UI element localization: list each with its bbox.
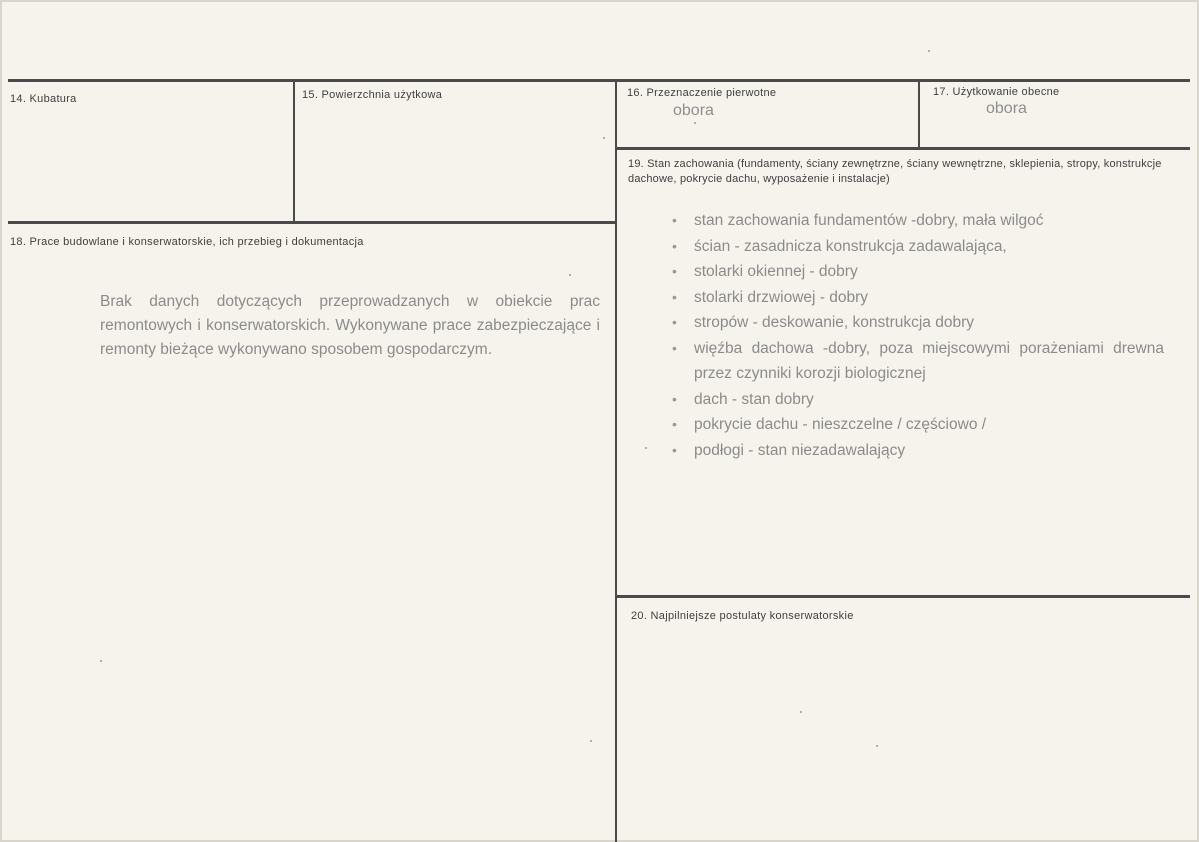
top-rule [8, 79, 1190, 82]
paper-speck [603, 137, 605, 139]
field-18-text: Brak danych dotyczących przeprowadzanych w obiekcie prac remontowych i konserwatorskich. Wykonywane prace zabezpieczające i remonty bieżące wykonywano sposobem gospodarczym. [100, 293, 600, 358]
list-item: • stolarki drzwiowej - dobry [672, 285, 1164, 311]
field-16-label: 16. Przeznaczenie pierwotne [627, 87, 777, 99]
field-20-label: 20. Najpilniejsze postulaty konserwatorskie [631, 610, 854, 622]
rule-under-19 [616, 595, 1190, 598]
list-item: • ścian - zasadnicza konstrukcja zadawalająca, [672, 234, 1164, 260]
field-17-value: obora [986, 100, 1027, 117]
center-divider [615, 80, 617, 842]
field-17-label: 17. Użytkowanie obecne [933, 86, 1060, 98]
list-item: • dach - stan dobry [672, 387, 1164, 413]
paper-speck [569, 274, 571, 276]
rule-under-16-17 [616, 147, 1190, 150]
field-18-label: 18. Prace budowlane i konserwatorskie, ich przebieg i dokumentacja [10, 236, 364, 248]
paper-speck [800, 711, 802, 713]
paper-speck [928, 50, 930, 52]
field-15-label: 15. Powierzchnia użytkowa [302, 89, 443, 101]
field-14-label: 14. Kubatura [10, 93, 77, 105]
list-item: • stolarki okiennej - dobry [672, 259, 1164, 285]
field-16-value: obora [673, 102, 714, 119]
field-19-label: 19. Stan zachowania (fundamenty, ściany zewnętrzne, ściany wewnętrzne, sklepienia, stropy, konstrukcje dachowe, pokrycie dachu, wyposażenie i instalacje) [628, 158, 1162, 185]
paper-speck [694, 122, 696, 124]
list-item: • stan zachowania fundamentów -dobry, mała wilgoć [672, 208, 1164, 234]
list-item: • stropów - deskowanie, konstrukcja dobry [672, 310, 1164, 336]
paper-speck [876, 745, 878, 747]
paper-speck [100, 660, 102, 662]
divider-14-15 [293, 80, 295, 222]
condition-list [672, 208, 1164, 463]
divider-16-17 [918, 80, 920, 148]
paper-speck [590, 740, 592, 742]
list-item: • pokrycie dachu - nieszczelne / częściowo / [672, 412, 1164, 438]
list-item: • podłogi - stan niezadawalający [672, 438, 1164, 464]
rule-under-14-15 [8, 221, 616, 224]
paper-speck [645, 447, 647, 449]
list-item: • więźba dachowa -dobry, poza miejscowymi porażeniami drewna przez czynniki korozji biologicznej [672, 336, 1164, 387]
